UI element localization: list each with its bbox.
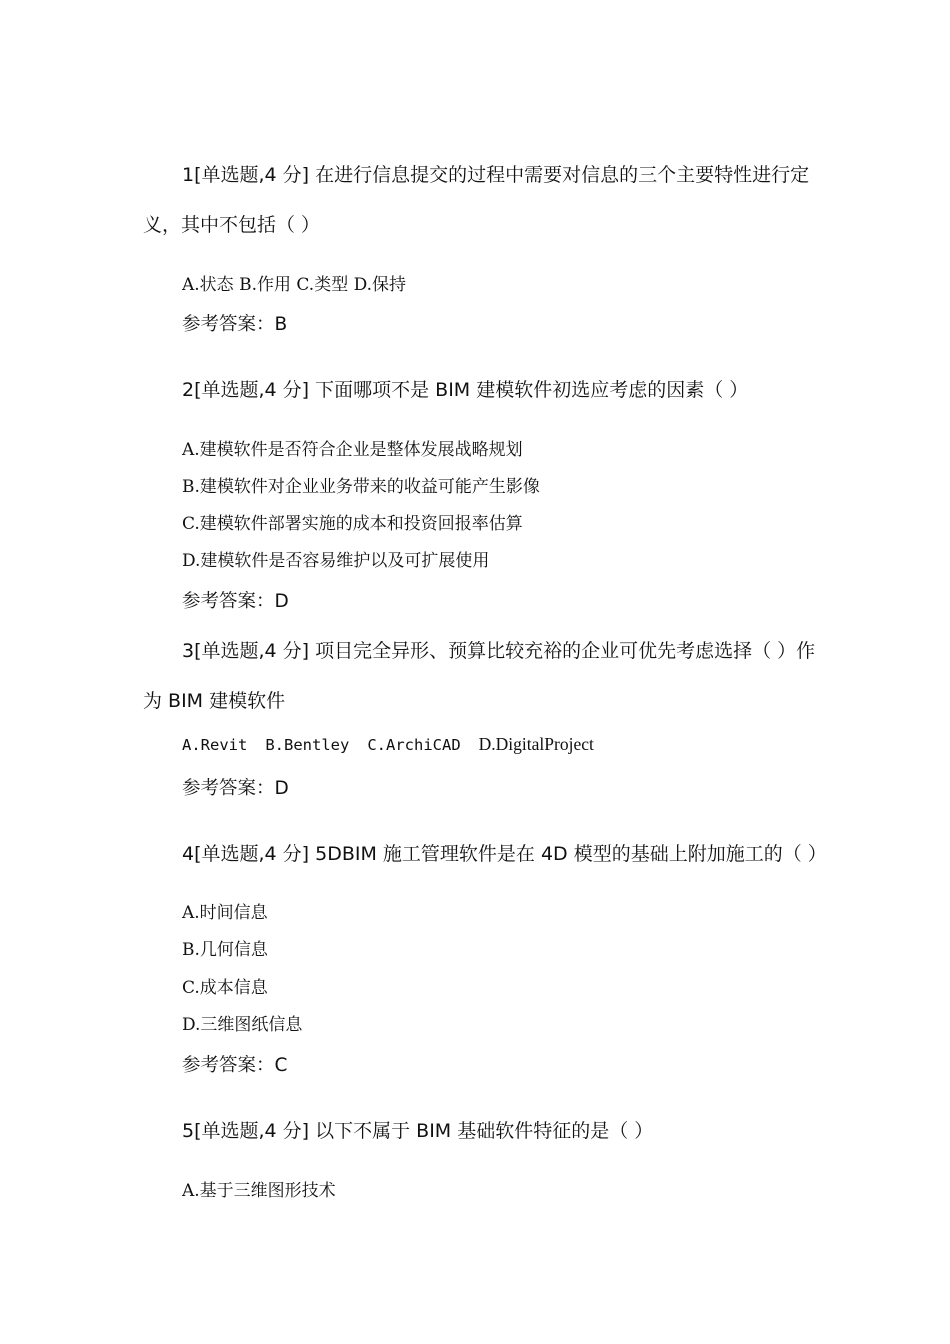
question-1-stem-line-1: 1[单选题,4 分] 在进行信息提交的过程中需要对信息的三个主要特性进行定	[182, 164, 810, 186]
question-2-stem-line-1: 2[单选题,4 分] 下面哪项不是 BIM 建模软件初选应考虑的因素（ ）	[182, 379, 749, 401]
question-4-option-b: B.几何信息	[182, 940, 268, 960]
question-3-answer: 参考答案：D	[182, 778, 289, 799]
question-5-stem-line-1: 5[单选题,4 分] 以下不属于 BIM 基础软件特征的是（ ）	[182, 1120, 654, 1142]
question-3-stem-line-2: 为 BIM 建模软件	[143, 690, 286, 712]
question-4-option-a: A.时间信息	[182, 903, 268, 923]
question-3-option-c: C.ArchiCAD	[367, 736, 461, 754]
question-4-option-c: C.成本信息	[182, 978, 268, 998]
question-3-options	[182, 734, 594, 755]
question-3-option-d: D.DigitalProject	[478, 734, 594, 754]
question-2-answer: 参考答案：D	[182, 591, 289, 612]
question-4-option-d: D.三维图纸信息	[182, 1015, 303, 1035]
question-2-option-a: A.建模软件是否符合企业是整体发展战略规划	[182, 440, 523, 460]
question-2-option-c: C.建模软件部署实施的成本和投资回报率估算	[182, 514, 523, 534]
question-5-option-a: A.基于三维图形技术	[182, 1181, 336, 1201]
question-1-options: A.状态 B.作用 C.类型 D.保持	[182, 275, 407, 295]
question-3-option-b: B.Bentley	[265, 736, 350, 754]
question-3-option-a: A.Revit	[182, 736, 248, 754]
question-2-option-b: B.建模软件对企业业务带来的收益可能产生影像	[182, 477, 540, 497]
question-4-answer: 参考答案：C	[182, 1055, 288, 1076]
question-2-option-d: D.建模软件是否容易维护以及可扩展使用	[182, 551, 490, 571]
question-4-stem-line-1: 4[单选题,4 分] 5DBIM 施工管理软件是在 4D 模型的基础上附加施工的（ ）	[182, 843, 827, 865]
question-1-answer: 参考答案：B	[182, 314, 288, 335]
question-3-stem-line-1: 3[单选题,4 分] 项目完全异形、预算比较充裕的企业可优先考虑选择（ ）作	[182, 640, 816, 662]
question-1-stem-line-2: 义，其中不包括（ ）	[143, 214, 321, 236]
